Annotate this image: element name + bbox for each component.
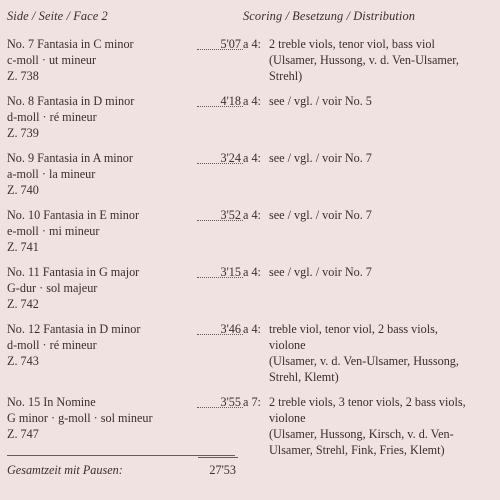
total-divider	[7, 455, 235, 456]
scoring-line: see / vgl. / voir No. 5	[269, 94, 372, 108]
piece-duration: 3'46	[220, 322, 241, 336]
scoring-line: violone	[269, 338, 306, 352]
piece-duration: 3'15	[220, 265, 241, 279]
scoring-line: (Ulsamer, v. d. Ven-Ulsamer, Hussong,	[269, 354, 459, 368]
scoring-line: violone	[269, 411, 306, 425]
piece-catalog: Z. 740	[7, 183, 39, 197]
piece-key: d-moll · ré mineur	[7, 110, 97, 124]
piece-duration: 5'07	[220, 37, 241, 51]
piece-title: No. 8 Fantasia in D minor	[7, 94, 135, 108]
voice-count: a 4:	[243, 151, 261, 165]
total-rule	[198, 457, 238, 458]
piece-catalog: Z. 742	[7, 297, 39, 311]
piece-scoring	[269, 321, 499, 385]
piece-key: c-moll · ut mineur	[7, 53, 97, 67]
piece-key: e-moll · mi mineur	[7, 224, 100, 238]
piece-scoring	[269, 394, 499, 458]
piece-title: No. 11 Fantasia in G major	[7, 265, 140, 279]
piece-title: No. 15 In Nomine	[7, 395, 96, 409]
scoring-line: see / vgl. / voir No. 7	[269, 208, 372, 222]
piece-key: a-moll · la mineur	[7, 167, 96, 181]
piece-catalog: Z. 739	[7, 126, 39, 140]
piece-scoring	[269, 207, 499, 223]
piece-catalog: Z. 743	[7, 354, 39, 368]
piece-key: G-dur · sol majeur	[7, 281, 98, 295]
scoring-line: 2 treble viols, 3 tenor viols, 2 bass viols,	[269, 395, 466, 409]
total-time-value: 27'53	[209, 463, 236, 477]
scoring-line: 2 treble viols, tenor viol, bass viol	[269, 37, 435, 51]
total-time-label: Gesamtzeit mit Pausen:	[7, 463, 123, 477]
scoring-line: (Ulsamer, Hussong, Kirsch, v. d. Ven-	[269, 427, 454, 441]
side-header: Side / Seite / Face 2	[7, 9, 108, 23]
voice-count: a 4:	[243, 37, 261, 51]
piece-catalog: Z. 747	[7, 427, 39, 441]
scoring-line: Ulsamer, Strehl, Fink, Fries, Klemt)	[269, 443, 445, 457]
piece-key: d-moll · ré mineur	[7, 338, 97, 352]
voice-count: a 4:	[243, 322, 261, 336]
piece-title: No. 9 Fantasia in A minor	[7, 151, 133, 165]
piece-duration: 3'24	[220, 151, 241, 165]
piece-duration: 3'52	[220, 208, 241, 222]
voice-count: a 7:	[243, 395, 261, 409]
piece-scoring	[269, 264, 499, 280]
piece-title: No. 12 Fantasia in D minor	[7, 322, 141, 336]
piece-scoring	[269, 36, 499, 84]
scoring-line: Strehl)	[269, 69, 303, 83]
scoring-line: see / vgl. / voir No. 7	[269, 151, 372, 165]
piece-title: No. 7 Fantasia in C minor	[7, 37, 134, 51]
scoring-line: (Ulsamer, Hussong, v. d. Ven-Ulsamer,	[269, 53, 459, 67]
piece-scoring	[269, 150, 499, 166]
voice-count: a 4:	[243, 208, 261, 222]
piece-catalog: Z. 738	[7, 69, 39, 83]
scoring-header: Scoring / Besetzung / Distribution	[243, 9, 416, 23]
scoring-line: treble viol, tenor viol, 2 bass viols,	[269, 322, 438, 336]
piece-duration: 4'18	[220, 94, 241, 108]
scoring-line: see / vgl. / voir No. 7	[269, 265, 372, 279]
scoring-line: Strehl, Klemt)	[269, 370, 339, 384]
piece-scoring	[269, 93, 499, 109]
piece-catalog: Z. 741	[7, 240, 39, 254]
piece-title: No. 10 Fantasia in E minor	[7, 208, 140, 222]
piece-key: G minor · g-moll · sol mineur	[7, 411, 153, 425]
piece-duration: 3'55	[220, 395, 241, 409]
voice-count: a 4:	[243, 265, 261, 279]
voice-count: a 4:	[243, 94, 261, 108]
